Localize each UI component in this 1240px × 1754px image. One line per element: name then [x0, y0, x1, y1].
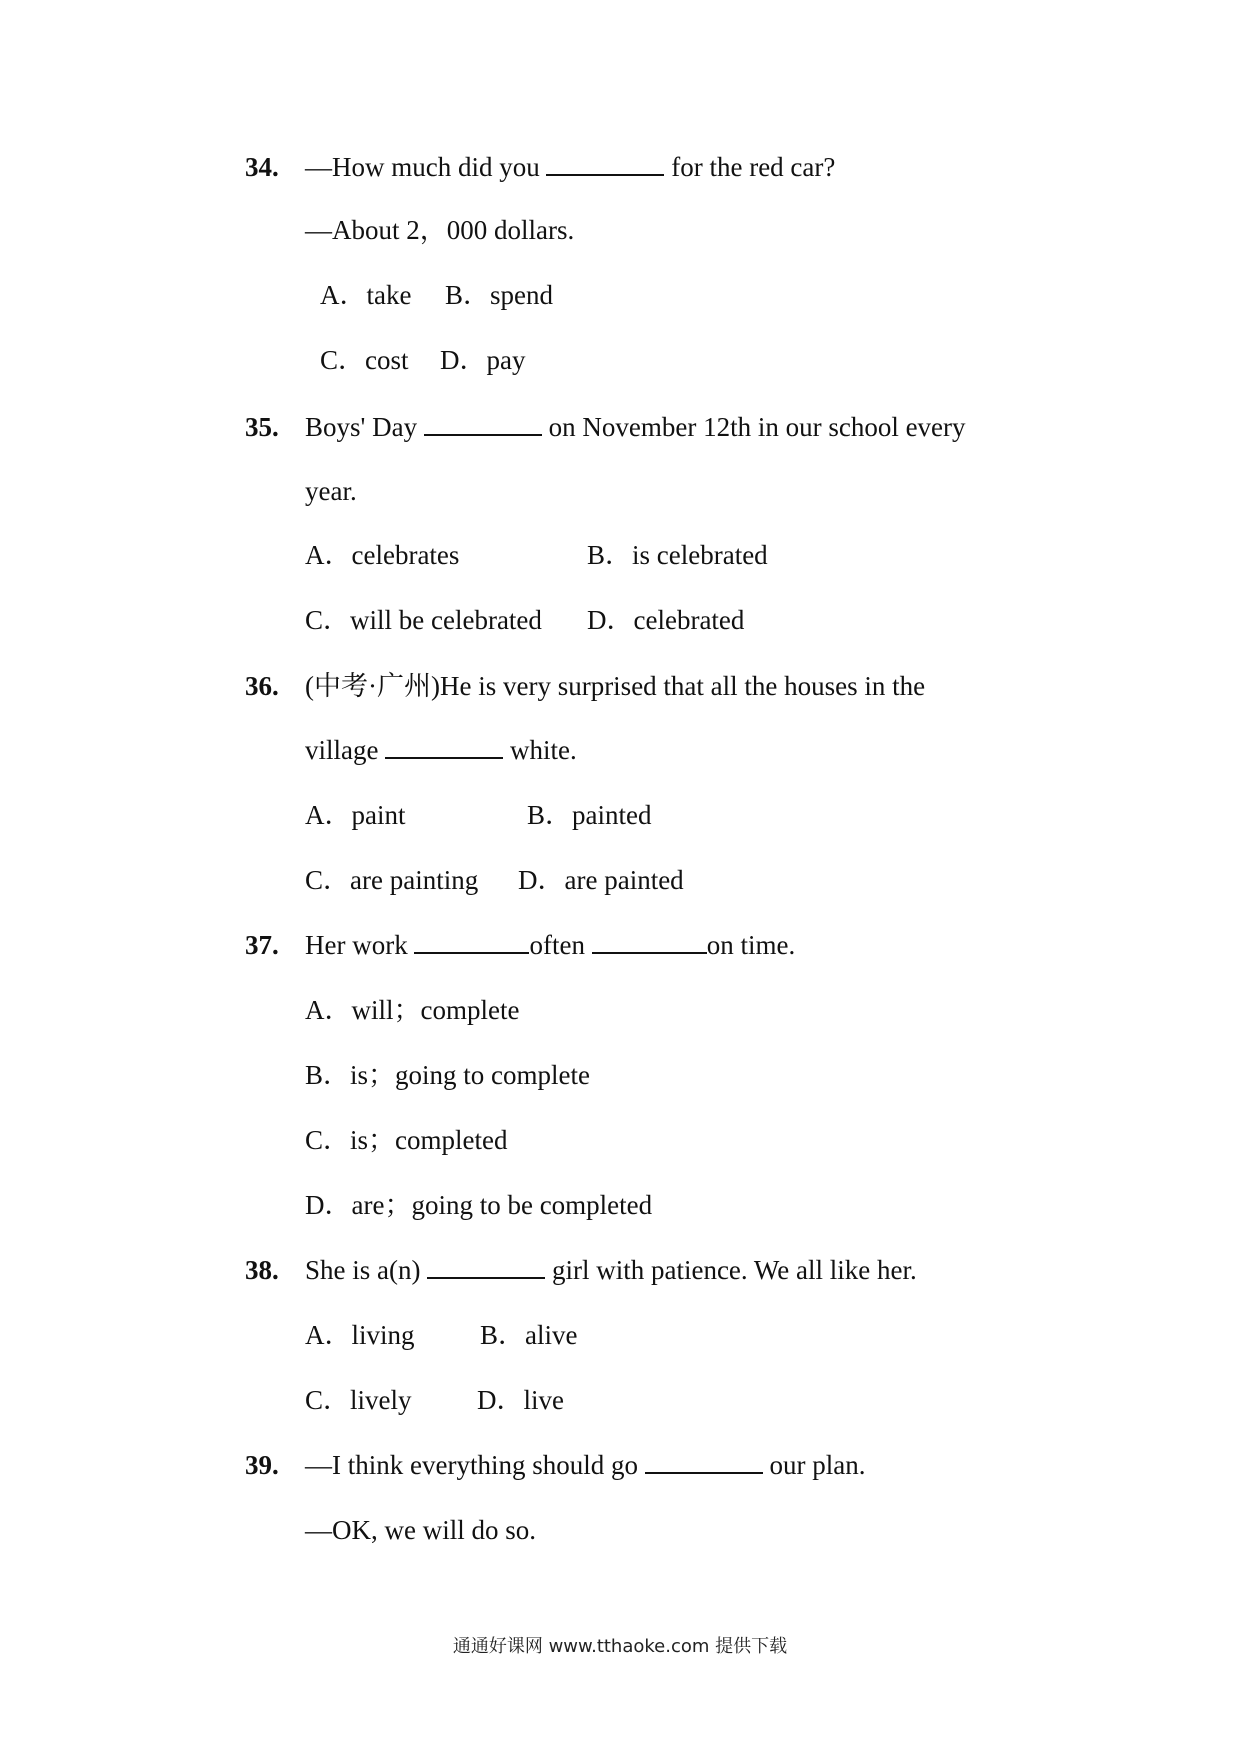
option-b: B．is；going to complete [305, 1060, 590, 1090]
answer-blank [385, 733, 503, 759]
answer-blank [424, 410, 542, 436]
option-c: C．is；completed [305, 1125, 508, 1155]
question-stem [305, 733, 577, 767]
question-line: (中考·广州)He is very surprised that all the houses in the [305, 671, 926, 701]
option-c: C．are painting [305, 865, 479, 895]
stem-text: Boys' Day [305, 412, 424, 442]
stem-text: our plan. [762, 1450, 866, 1480]
option-d: D．celebrated [587, 605, 745, 635]
option-a: A．will；complete [305, 995, 520, 1025]
stem-text: She is a(n) [305, 1255, 428, 1285]
question-number: 39. [245, 1450, 279, 1480]
option-b: B．painted [527, 800, 652, 830]
question-stem [305, 1448, 865, 1482]
option-a: A．living [305, 1320, 415, 1350]
stem-text: for the red car? [664, 152, 836, 182]
stem-text: on time. [706, 930, 796, 960]
option-b: B．alive [480, 1320, 578, 1350]
stem-text: on November 12th in our school every [541, 412, 966, 442]
option-d: D．are painted [518, 865, 684, 895]
option-c: C．will be celebrated [305, 605, 542, 635]
question-line: —About 2，000 dollars. [305, 215, 575, 245]
stem-text: white. [503, 735, 577, 765]
option-a: A．paint [305, 800, 406, 830]
question-line: year. [305, 476, 357, 506]
answer-blank [592, 928, 707, 954]
option-d: D．live [477, 1385, 564, 1415]
stem-text: girl with patience. We all like her. [545, 1255, 917, 1285]
option-b: B．is celebrated [587, 540, 768, 570]
stem-text: often [529, 930, 592, 960]
question-stem [305, 1253, 917, 1287]
question-stem [305, 410, 966, 444]
answer-blank [427, 1253, 545, 1279]
question-number: 35. [245, 412, 279, 442]
answer-blank [414, 928, 529, 954]
stem-text: —I think everything should go [305, 1450, 645, 1480]
option-d: D．are；going to be completed [305, 1190, 653, 1220]
stem-text: —How much did you [305, 152, 547, 182]
question-number: 36. [245, 671, 279, 701]
question-number: 34. [245, 152, 279, 182]
answer-blank [546, 150, 664, 176]
question-line: —OK, we will do so. [305, 1515, 536, 1545]
stem-text: Her work [305, 930, 415, 960]
option-d: D．pay [440, 345, 526, 375]
question-number: 38. [245, 1255, 279, 1285]
question-stem [305, 928, 795, 962]
stem-text: village [305, 735, 386, 765]
question-stem [305, 150, 835, 184]
option-b: B．spend [445, 280, 553, 310]
option-c: C．cost [320, 345, 409, 375]
page-footer: 通通好课网 www.tthaoke.com 提供下载 [452, 1636, 788, 1657]
option-a: A．take [320, 280, 412, 310]
option-a: A．celebrates [305, 540, 460, 570]
option-c: C．lively [305, 1385, 412, 1415]
question-number: 37. [245, 930, 279, 960]
answer-blank [645, 1448, 763, 1474]
